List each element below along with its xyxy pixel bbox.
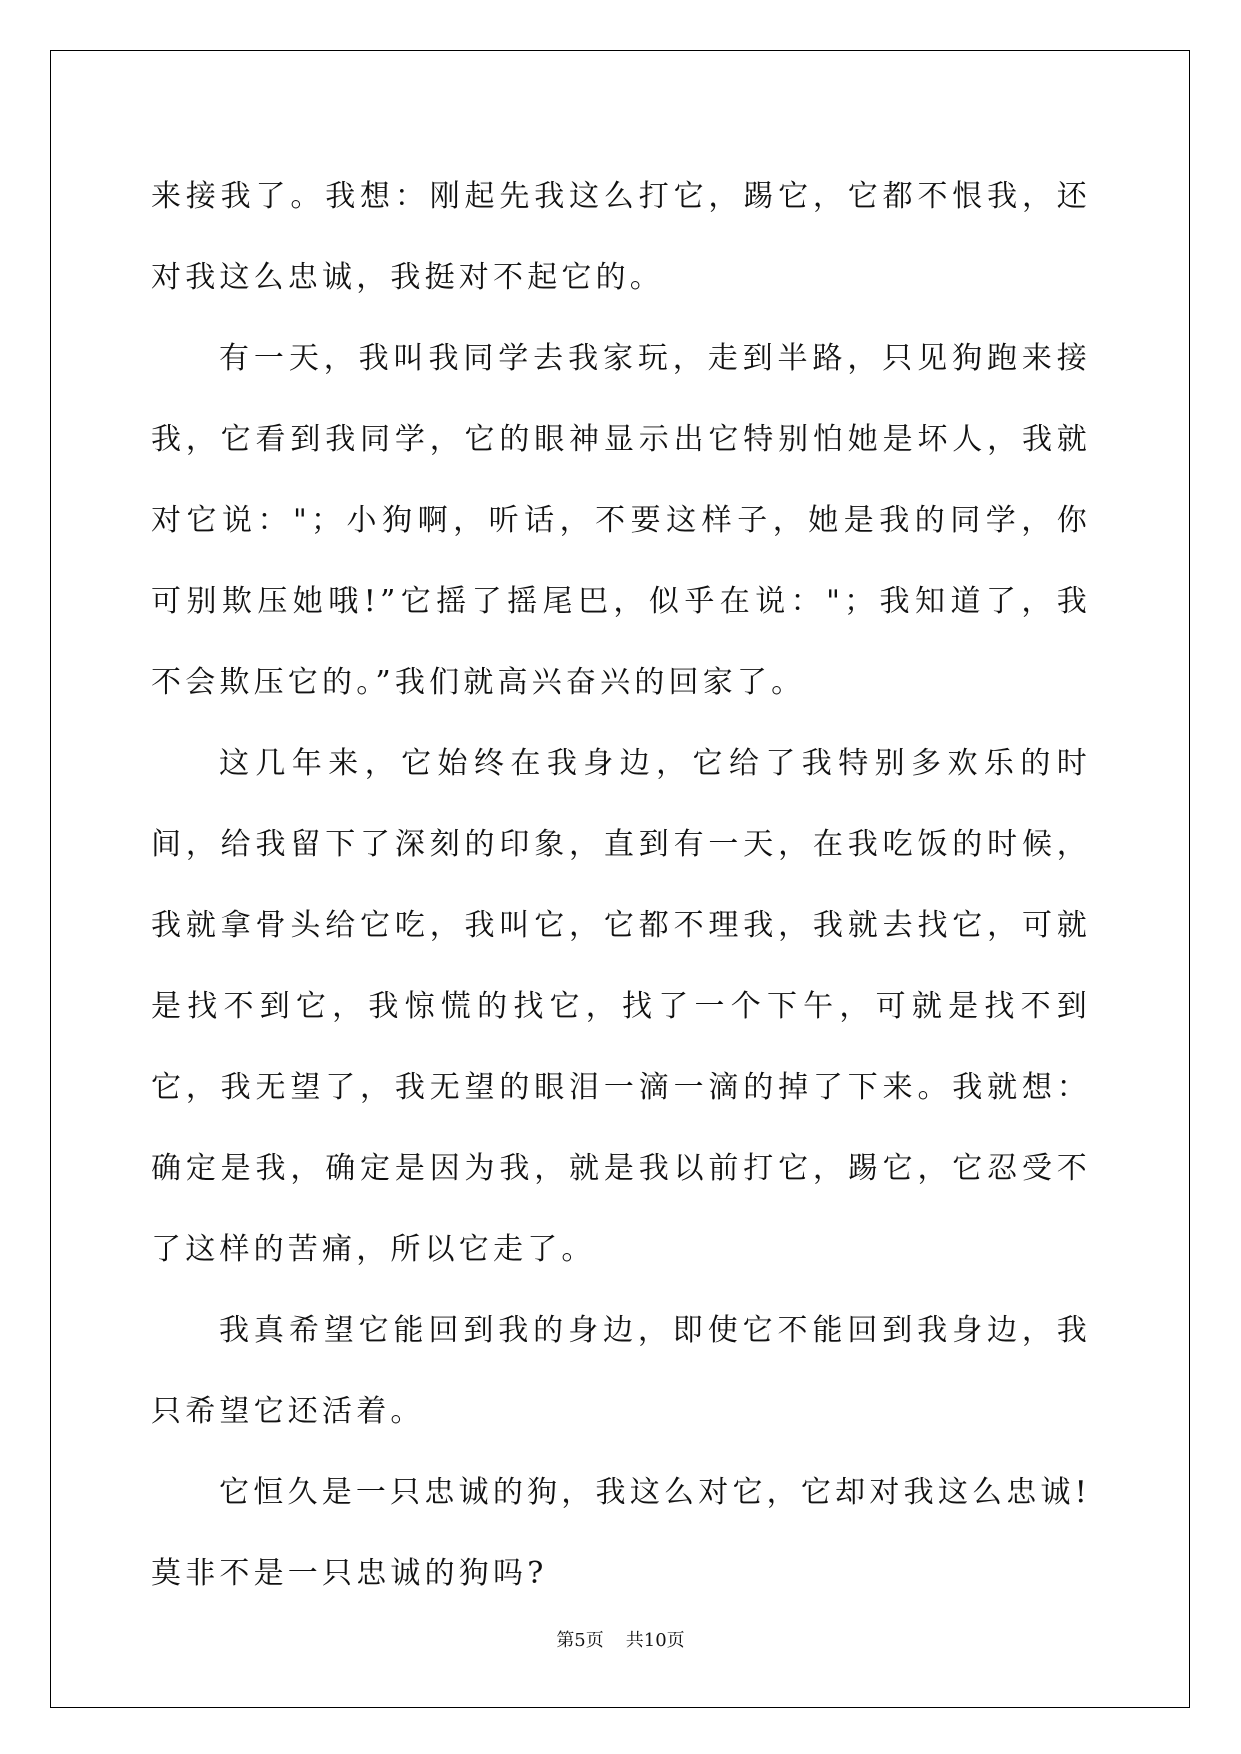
paragraph-4: 我真希望它能回到我的身边，即使它不能回到我身边，我只希望它还活着。	[151, 1313, 1091, 1429]
page-total: 共10页	[625, 1630, 685, 1651]
paragraph-3: 这几年来，它始终在我身边，它给了我特别多欢乐的时间，给我留下了深刻的印象，直到有一天，在我吃饭的时候，我就拿骨头给它吃，我叫它，它都不理我，我就去找它，可就是找不到它，我惊慌的找它，找了一个下午，可就是找不到它，我无望了，我无望的眼泪一滴一滴的掉了下来。我就想：确定是我，确定是因为我，就是我以前打它，踢它，它忍受不了这样的苦痛，所以它走了。	[151, 746, 1091, 1267]
body-text	[151, 156, 1091, 1614]
paragraph-2: 有一天，我叫我同学去我家玩，走到半路，只见狗跑来接我，它看到我同学，它的眼神显示出它特别怕她是坏人，我就对它说："；小狗啊，听话，不要这样子，她是我的同学，你可别欺压她哦!”它摇了摇尾巴，似乎在说："；我知道了，我不会欺压它的。”我们就高兴奋兴的回家了。	[151, 341, 1091, 700]
page-footer	[0, 1626, 1241, 1652]
paragraph-1: 来接我了。我想：刚起先我这么打它，踢它，它都不恨我，还对我这么忠诚，我挺对不起它的。	[151, 179, 1091, 295]
page-number: 第5页	[556, 1630, 604, 1651]
paragraph-5: 它恒久是一只忠诚的狗，我这么对它，它却对我这么忠诚!莫非不是一只忠诚的狗吗?	[151, 1475, 1091, 1591]
